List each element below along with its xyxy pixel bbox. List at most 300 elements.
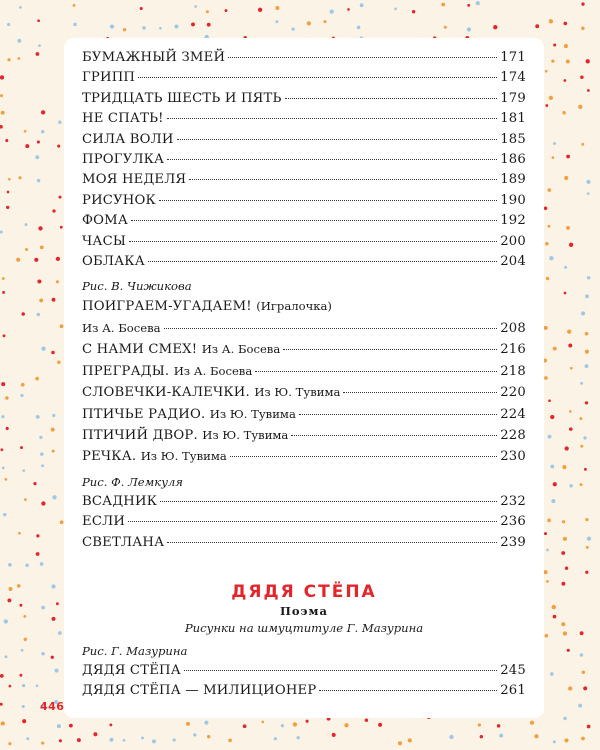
- toc-entry[interactable]: [82, 661, 526, 681]
- dot-leader: [319, 689, 497, 691]
- polka-dot: [186, 722, 190, 726]
- polka-dot: [55, 669, 59, 673]
- toc-entry[interactable]: [82, 170, 526, 190]
- polka-dot: [580, 75, 583, 78]
- polka-dot: [225, 9, 228, 12]
- polka-dot: [585, 350, 589, 354]
- polka-dot: [5, 478, 8, 481]
- polka-dot: [24, 498, 27, 501]
- polka-dot: [281, 724, 284, 727]
- polka-dot: [38, 226, 42, 230]
- entry-page: 185: [500, 131, 526, 147]
- entry-page: 186: [500, 152, 526, 168]
- polka-dot: [553, 347, 557, 351]
- polka-dot: [58, 631, 62, 635]
- polka-dot: [22, 719, 26, 723]
- polka-dot: [7, 598, 11, 602]
- polka-dot: [569, 427, 573, 431]
- dot-leader: [230, 455, 497, 457]
- polka-dot: [566, 60, 570, 64]
- dot-leader: [255, 370, 497, 372]
- entry-title: ЕСЛИ: [82, 514, 126, 530]
- polka-dot: [0, 94, 3, 97]
- entry-title: СИЛА ВОЛИ: [82, 131, 174, 147]
- polka-dot: [543, 570, 547, 574]
- polka-dot: [467, 4, 470, 7]
- polka-dot: [51, 428, 55, 432]
- entry-source: Из А. Босева: [173, 363, 253, 378]
- toc-entry[interactable]: [82, 318, 526, 339]
- polka-dot: [553, 482, 557, 486]
- spacer: [82, 553, 526, 581]
- polka-dot: [549, 96, 553, 100]
- polka-dot: [330, 9, 334, 13]
- polka-dot: [1, 111, 5, 115]
- entry-title: СЛОВЕЧКИ-КАЛЕЧКИ.: [82, 385, 250, 401]
- entry-note: (Игралочка): [256, 299, 332, 314]
- polka-dot: [579, 417, 582, 420]
- toc-entry[interactable]: [82, 89, 526, 109]
- entry-title: ПОИГРАЕМ-УГАДАЕМ!: [82, 299, 252, 315]
- entry-title: ВСАДНИК: [82, 493, 158, 509]
- polka-dot: [551, 499, 555, 503]
- polka-dot: [40, 246, 44, 250]
- polka-dot: [564, 266, 567, 269]
- polka-dot: [25, 223, 28, 226]
- toc-entry[interactable]: [82, 191, 526, 211]
- polka-dot: [547, 519, 551, 523]
- polka-dot: [58, 121, 61, 124]
- polka-dot: [480, 735, 483, 738]
- polka-dot: [20, 446, 23, 449]
- polka-dot: [467, 27, 471, 31]
- polka-dot: [497, 724, 501, 728]
- entry-page: 216: [500, 342, 526, 358]
- polka-dot: [551, 59, 554, 62]
- polka-dot: [586, 59, 590, 63]
- polka-dot: [243, 724, 247, 728]
- polka-dot: [40, 562, 44, 566]
- polka-dot: [444, 26, 447, 29]
- polka-dot: [564, 79, 567, 82]
- polka-dot: [564, 738, 568, 742]
- polka-dot: [476, 1, 480, 5]
- polka-dot: [0, 125, 3, 129]
- polka-dot: [56, 280, 59, 283]
- entry-page: 239: [500, 534, 526, 550]
- toc-entry[interactable]: [82, 252, 526, 272]
- polka-dot: [140, 7, 143, 10]
- toc-entry[interactable]: [82, 150, 526, 170]
- polka-dot: [493, 25, 497, 29]
- polka-dot: [4, 619, 8, 623]
- polka-dot: [33, 482, 36, 485]
- polka-dot: [37, 313, 41, 317]
- entry-title: ПТИЧЬЕ РАДИО.: [82, 406, 206, 422]
- entry-title: ПРОГУЛКА: [82, 152, 165, 168]
- section-3: [82, 474, 526, 553]
- polka-dot: [394, 8, 397, 11]
- entry-title: БУМАЖНЫЙ ЗМЕЙ: [82, 50, 226, 65]
- polka-dot: [36, 415, 40, 419]
- polka-dot: [580, 483, 583, 486]
- polka-dot: [22, 684, 25, 687]
- polka-dot: [51, 617, 55, 621]
- polka-dot: [550, 465, 554, 469]
- polka-dot: [69, 724, 73, 728]
- polka-dot: [26, 737, 29, 740]
- toc-entry[interactable]: [82, 48, 526, 68]
- polka-dot: [546, 277, 549, 280]
- polka-dot: [545, 104, 548, 107]
- polka-dot: [578, 704, 582, 708]
- polka-dot: [564, 176, 568, 180]
- toc-entry-title-line[interactable]: [82, 296, 526, 317]
- polka-dot: [441, 3, 445, 7]
- polka-dot: [109, 723, 112, 726]
- illustrator-credit: Рис. Г. Мазурина: [82, 643, 188, 658]
- polka-dot: [57, 361, 61, 365]
- toc-entry[interactable]: [82, 382, 526, 403]
- polka-dot: [142, 26, 146, 30]
- polka-dot: [36, 534, 39, 537]
- polka-dot: [0, 703, 3, 706]
- section-4: [82, 643, 526, 702]
- entry-page: 228: [500, 427, 526, 443]
- entry-page: 224: [500, 406, 526, 422]
- polka-dot: [21, 649, 24, 652]
- polka-dot: [40, 452, 44, 456]
- polka-dot: [204, 721, 208, 725]
- polka-dot: [563, 631, 567, 635]
- polka-dot: [41, 652, 44, 655]
- polka-dot: [77, 738, 81, 742]
- polka-dot: [41, 501, 45, 505]
- illustrator-credit: Рис. Ф. Лемкуля: [82, 474, 183, 489]
- polka-dot: [41, 606, 45, 610]
- polka-dot: [307, 21, 311, 25]
- polka-dot: [544, 326, 548, 330]
- polka-dot: [207, 23, 211, 27]
- dot-leader: [148, 260, 497, 262]
- polka-dot: [6, 206, 9, 209]
- polka-dot: [580, 382, 583, 385]
- section-2: [82, 278, 526, 467]
- toc-entry[interactable]: [82, 425, 526, 446]
- polka-dot: [564, 292, 567, 295]
- polka-dot: [51, 584, 55, 588]
- polka-dot: [37, 279, 41, 283]
- polka-dot: [20, 394, 23, 397]
- polka-dot: [9, 685, 12, 688]
- polka-dot: [1, 448, 4, 451]
- polka-dot: [36, 552, 40, 556]
- polka-dot: [332, 733, 336, 737]
- polka-dot: [73, 4, 76, 7]
- entry-title: ФОМА: [82, 213, 129, 229]
- polka-dot: [563, 537, 567, 541]
- polka-dot: [360, 3, 364, 7]
- polka-dot: [587, 725, 591, 729]
- polka-dot: [193, 733, 196, 736]
- polka-dot: [561, 551, 565, 555]
- entry-title: РЕЧКА.: [82, 449, 137, 465]
- polka-dot: [8, 563, 12, 567]
- polka-dot: [123, 739, 126, 742]
- polka-dot: [51, 351, 55, 355]
- polka-dot: [5, 139, 8, 142]
- entry-source: Из Ю. Тувима: [202, 427, 289, 442]
- polka-dot: [552, 605, 556, 609]
- toc-entry[interactable]: [82, 130, 526, 150]
- polka-dot: [585, 518, 588, 521]
- entry-page: 230: [500, 449, 526, 465]
- polka-dot: [412, 10, 415, 13]
- entry-page: 190: [500, 192, 526, 208]
- polka-dot: [41, 464, 44, 467]
- toc-entry[interactable]: [82, 681, 526, 701]
- entry-page: 245: [500, 662, 526, 678]
- polka-dot: [57, 145, 60, 148]
- polka-dot: [550, 672, 554, 676]
- polka-dot: [449, 735, 453, 739]
- polka-dot: [562, 465, 566, 469]
- polka-dot: [553, 43, 556, 46]
- polka-dot: [561, 622, 565, 626]
- polka-dot: [549, 256, 553, 260]
- polka-dot: [2, 277, 5, 280]
- polka-dot: [587, 276, 590, 279]
- polka-dot: [123, 28, 126, 31]
- entry-source: Из Ю. Тувима: [140, 449, 227, 464]
- polka-dot: [36, 684, 39, 687]
- entry-title: ЧАСЫ: [82, 233, 127, 249]
- dot-leader: [138, 76, 497, 78]
- polka-dot: [258, 8, 262, 12]
- polka-dot: [19, 6, 22, 9]
- polka-dot: [552, 156, 555, 159]
- polka-dot: [60, 324, 64, 328]
- polka-dot: [19, 604, 22, 607]
- entry-page: 261: [500, 683, 526, 699]
- polka-dot: [569, 410, 572, 413]
- polka-dot: [17, 584, 21, 588]
- polka-dot: [3, 513, 6, 516]
- entry-page: 171: [500, 50, 526, 65]
- polka-dot: [37, 19, 40, 22]
- dot-leader: [343, 391, 497, 393]
- toc-entry[interactable]: [82, 68, 526, 88]
- polka-dot: [347, 8, 350, 11]
- polka-dot: [58, 196, 61, 199]
- polka-dot: [52, 450, 55, 453]
- toc-entry[interactable]: [82, 492, 526, 512]
- polka-dot: [585, 401, 588, 404]
- polka-dot: [565, 567, 568, 570]
- toc-entry[interactable]: [82, 512, 526, 532]
- polka-dot: [357, 26, 361, 30]
- polka-dot: [18, 532, 21, 535]
- dot-leader: [160, 500, 497, 502]
- toc-entry[interactable]: [82, 339, 526, 360]
- polka-dot: [41, 110, 45, 114]
- polka-dot: [585, 364, 589, 368]
- polka-dot: [16, 258, 20, 262]
- polka-dot: [530, 721, 534, 725]
- polka-dot: [323, 20, 326, 23]
- toc-entry[interactable]: [82, 404, 526, 425]
- dot-leader: [228, 56, 497, 58]
- polka-dot: [569, 484, 572, 487]
- polka-dot: [35, 155, 39, 159]
- entry-page: 232: [500, 493, 526, 509]
- polka-dot: [159, 27, 162, 30]
- polka-dot: [568, 344, 572, 348]
- polka-dot: [73, 23, 77, 27]
- polka-dot: [23, 615, 26, 618]
- polka-dot: [34, 258, 38, 262]
- entry-source: Из Ю. Тувима: [254, 385, 341, 400]
- entry-page: 192: [500, 213, 526, 229]
- polka-dot: [3, 334, 6, 337]
- polka-dot: [41, 742, 44, 745]
- polka-dot: [262, 721, 265, 724]
- polka-dot: [587, 192, 590, 195]
- polka-dot: [478, 723, 481, 726]
- polka-dot: [584, 468, 587, 471]
- polka-dot: [274, 737, 277, 740]
- polka-dot: [175, 25, 179, 29]
- entry-title: СВЕТЛАНА: [82, 534, 165, 550]
- polka-dot: [52, 209, 55, 212]
- polka-dot: [173, 738, 176, 741]
- entry-page: 179: [500, 90, 526, 106]
- polka-dot: [60, 226, 63, 229]
- polka-dot: [8, 742, 11, 745]
- polka-dot: [0, 230, 3, 233]
- polka-dot: [544, 207, 548, 211]
- polka-dot: [2, 291, 5, 294]
- toc-entry[interactable]: [82, 533, 526, 553]
- polka-dot: [37, 179, 40, 182]
- polka-dot: [41, 130, 44, 133]
- entry-page: 236: [500, 514, 526, 530]
- polka-dot: [581, 143, 584, 146]
- toc-entry[interactable]: [82, 361, 526, 382]
- polka-dot: [499, 734, 503, 738]
- entry-title: МОЯ НЕДЕЛЯ: [82, 172, 187, 188]
- toc-entry[interactable]: [82, 232, 526, 252]
- entry-title: ПРЕГРАДЫ.: [82, 363, 170, 379]
- polka-dot: [110, 24, 114, 28]
- entry-title: ДЯДЯ СТЁПА: [82, 662, 181, 678]
- entry-page: 220: [500, 385, 526, 401]
- table-of-contents: [82, 48, 526, 702]
- polka-dot: [37, 140, 40, 143]
- polka-dot: [586, 180, 590, 184]
- polka-dot: [378, 723, 382, 727]
- entry-page: 208: [500, 320, 526, 336]
- toc-entry[interactable]: [82, 446, 526, 467]
- polka-dot: [570, 367, 573, 370]
- polka-dot: [562, 111, 566, 115]
- dot-leader: [299, 413, 497, 415]
- entry-title: ДЯДЯ СТЁПА — МИЛИЦИОНЕР: [82, 683, 317, 699]
- polka-dot: [18, 176, 21, 179]
- polka-dot: [206, 10, 209, 13]
- polka-dot: [56, 257, 60, 261]
- polka-dot: [568, 686, 572, 690]
- dot-leader: [177, 138, 498, 140]
- polka-dot: [566, 155, 570, 159]
- polka-dot: [24, 130, 27, 133]
- polka-dot: [275, 6, 279, 10]
- polka-dot: [7, 191, 10, 194]
- polka-dot: [36, 52, 40, 56]
- polka-dot: [57, 724, 61, 728]
- entry-title: ОБЛАКА: [82, 254, 145, 270]
- entry-page: 181: [500, 111, 526, 127]
- polka-dot: [21, 383, 25, 387]
- polka-dot: [548, 188, 552, 192]
- polka-dot: [59, 739, 62, 742]
- entry-title: С НАМИ СМЕХ!: [82, 342, 198, 358]
- polka-dot: [8, 178, 11, 181]
- entry-title: ГРИПП: [82, 70, 136, 86]
- dot-leader: [184, 669, 497, 671]
- dot-leader: [291, 434, 497, 436]
- entry-title: НЕ СПАТЬ!: [82, 111, 164, 127]
- polka-dot: [228, 739, 232, 743]
- polka-dot: [18, 57, 21, 60]
- poem-title: ДЯДЯ СТЁПА: [231, 581, 377, 602]
- polka-dot: [585, 294, 589, 298]
- polka-dot: [544, 376, 548, 380]
- polka-dot: [8, 587, 12, 591]
- dot-leader: [159, 199, 497, 201]
- entry-page: 200: [500, 233, 526, 249]
- dot-leader: [283, 348, 497, 350]
- toc-entry[interactable]: [82, 211, 526, 231]
- polka-dot: [546, 549, 549, 552]
- polka-dot: [583, 436, 586, 439]
- polka-dot: [41, 347, 45, 351]
- section-1: [82, 48, 526, 272]
- polka-dot: [553, 142, 556, 145]
- polka-dot: [5, 655, 8, 658]
- polka-dot: [6, 427, 9, 430]
- polka-dot: [567, 649, 570, 652]
- poem-credit: Рисунки на шмуцтитуле Г. Мазурина: [184, 620, 424, 635]
- polka-dot: [547, 225, 550, 228]
- toc-entry[interactable]: [82, 109, 526, 129]
- polka-dot: [365, 718, 368, 721]
- dot-leader: [131, 219, 497, 221]
- polka-dot: [39, 298, 43, 302]
- polka-dot: [581, 27, 585, 31]
- polka-dot: [291, 27, 294, 30]
- polka-dot: [408, 738, 412, 742]
- polka-dot: [587, 536, 591, 540]
- polka-dot: [39, 436, 42, 439]
- polka-dot: [5, 396, 9, 400]
- dot-leader: [167, 117, 498, 119]
- polka-dot: [564, 44, 568, 48]
- polka-dot: [553, 740, 556, 743]
- entry-source: Из Ю. Тувима: [209, 406, 296, 421]
- polka-dot: [569, 243, 573, 247]
- polka-dot: [0, 75, 4, 79]
